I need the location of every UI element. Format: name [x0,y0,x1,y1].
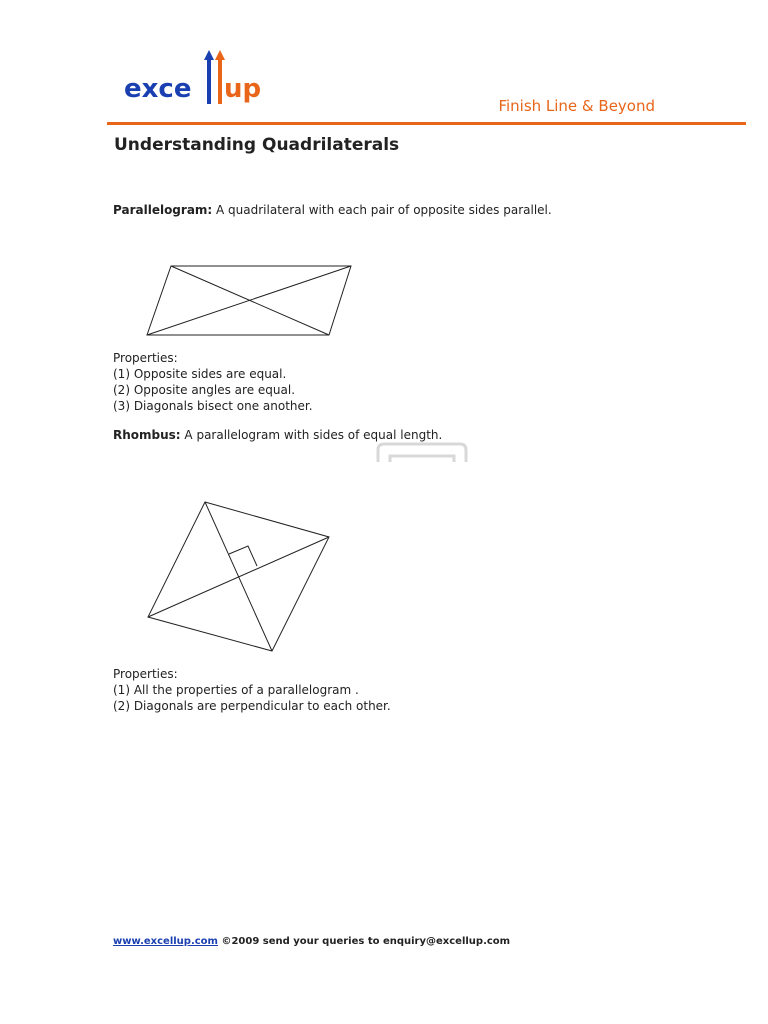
watermark-icon [376,440,470,462]
parallelogram-term: Parallelogram: [113,203,213,217]
parallelogram-diagonal-2 [147,266,351,335]
rhombus-diagonal-2 [148,537,329,617]
rhombus-definition-text: A parallelogram with sides of equal length. [180,428,443,442]
parallelogram-properties [113,350,313,414]
logo-text-left: exce [124,74,192,104]
right-angle-marker [229,546,257,566]
property-item: (2) Diagonals are perpendicular to each other. [113,699,391,713]
footer-text: ©2009 send your queries to enquiry@excellup.com [217,936,511,947]
header-divider [107,122,746,125]
properties-heading: Properties: [113,667,178,681]
properties-heading: Properties: [113,351,178,365]
logo-text-right: up [224,74,262,104]
rhombus-properties [113,666,391,714]
up-arrows-icon [204,48,226,104]
tagline: Finish Line & Beyond [498,97,655,115]
property-item: (1) All the properties of a parallelogram . [113,683,359,697]
property-item: (2) Opposite angles are equal. [113,383,296,397]
rhombus-figure [140,496,340,658]
parallelogram-definition-text: A quadrilateral with each pair of opposite sides parallel. [212,203,552,217]
rhombus-term: Rhombus: [113,428,181,442]
footer [113,936,510,947]
property-item: (1) Opposite sides are equal. [113,367,287,381]
property-item: (3) Diagonals bisect one another. [113,399,313,413]
page-title: Understanding Quadrilaterals [114,135,400,155]
parallelogram-figure [140,258,360,342]
footer-link[interactable]: www.excellup.com [113,936,218,947]
parallelogram-definition [113,202,552,218]
